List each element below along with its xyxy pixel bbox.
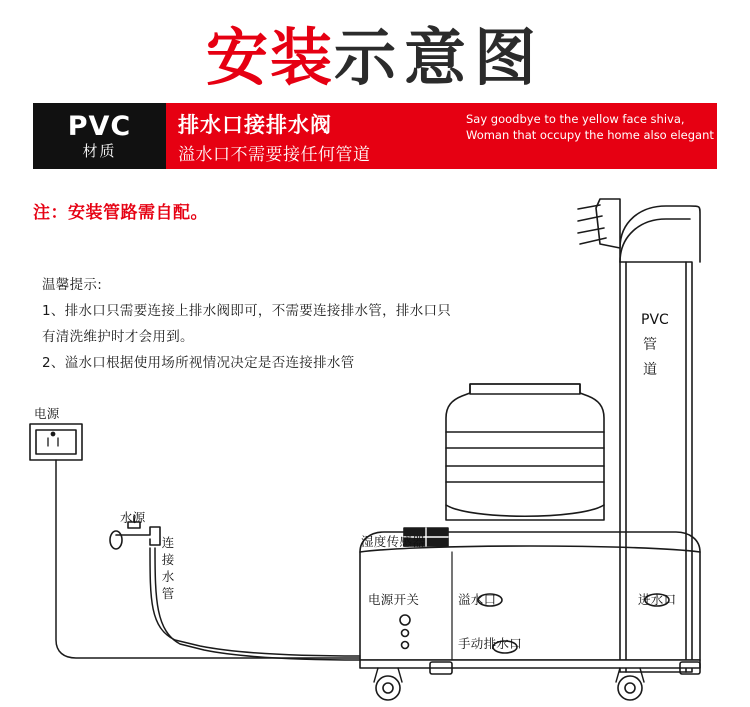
page-title-red: 安装: [205, 21, 334, 94]
power-cord: [56, 460, 360, 658]
label-humidity-sensor: 湿度传感器: [361, 534, 426, 549]
label-power-switch: 电源开关: [368, 592, 420, 607]
banner-material-label: 材质: [82, 142, 117, 160]
caster-front-right: [618, 676, 642, 700]
label-overflow-port: 溢水口: [458, 592, 497, 607]
banner-material-code: PVC: [67, 111, 132, 142]
water-tank: [446, 384, 604, 520]
label-manual-drain-port: 手动排水口: [458, 636, 523, 651]
tips-line-3: 2、溢水口根据使用场所视情况决定是否连接排水管: [42, 355, 355, 371]
banner-english-line1: Say goodbye to the yellow face shiva,: [466, 112, 685, 126]
banner-headline: 排水口接排水阀: [178, 113, 332, 137]
label-power-source: 电源: [34, 406, 60, 421]
page-title-dark: 示意图: [334, 21, 545, 94]
tips-heading: 温馨提示:: [42, 277, 103, 293]
tips-line-2: 有清洗维护时才会用到。: [42, 329, 194, 345]
tips-line-1: 1、排水口只需要连接上排水阀即可，不需要连接排水管，排水口只: [42, 303, 452, 319]
water-pipe: [150, 548, 360, 656]
power-switch-knob: [400, 615, 410, 625]
notice-text: 注：安装管路需自配。: [33, 203, 208, 223]
machine-base: [360, 660, 700, 668]
pvc-elbow: [620, 206, 700, 262]
banner-subline: 溢水口不需要接任何管道: [178, 145, 371, 165]
caster-front-left: [376, 676, 400, 700]
label-connect-pipe: 连接水管: [161, 535, 175, 601]
duct-opening: [596, 199, 620, 248]
label-inlet-port: 进水口: [638, 592, 677, 607]
tank-neck: [470, 384, 580, 394]
label-pvc-pipe: PVC管道: [641, 312, 669, 378]
banner-english-line2: Woman that occupy the home also elegant: [466, 128, 714, 142]
label-water-source: 水源: [120, 510, 146, 525]
power-socket-inner: [36, 430, 76, 454]
